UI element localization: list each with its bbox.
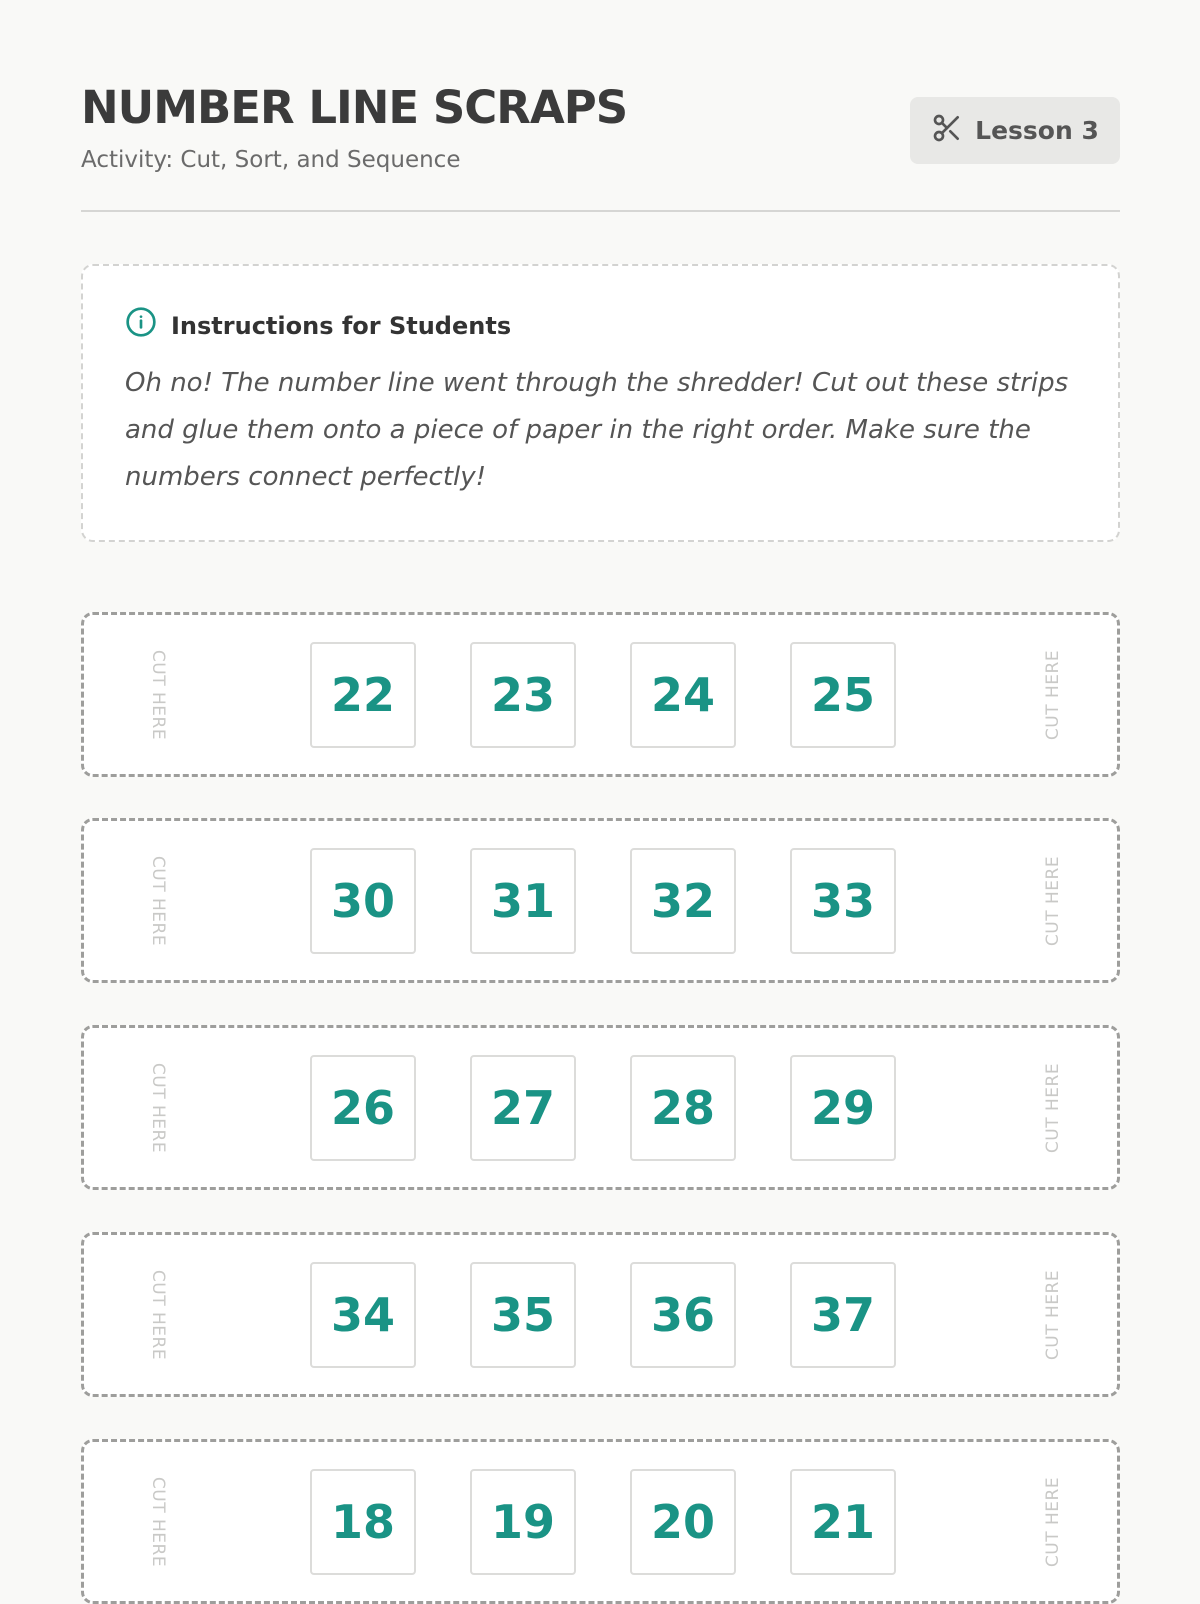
number-tile: 31 (470, 848, 576, 954)
number-tile: 20 (630, 1469, 736, 1575)
cut-here-label-left: CUT HERE (148, 1062, 168, 1153)
number-tiles (310, 1262, 896, 1368)
number-tile: 28 (630, 1055, 736, 1161)
number-tile: 25 (790, 642, 896, 748)
number-strip[interactable] (81, 1439, 1120, 1604)
cut-here-label-left: CUT HERE (148, 855, 168, 946)
cut-here-label-left: CUT HERE (148, 649, 168, 740)
number-tiles (310, 1469, 896, 1575)
number-tile: 35 (470, 1262, 576, 1368)
number-tiles (310, 1055, 896, 1161)
number-tile: 26 (310, 1055, 416, 1161)
number-tile: 22 (310, 642, 416, 748)
number-tile: 18 (310, 1469, 416, 1575)
number-tile: 30 (310, 848, 416, 954)
lesson-badge (910, 97, 1120, 164)
lesson-label: Lesson 3 (975, 116, 1099, 145)
number-strip[interactable] (81, 818, 1120, 983)
number-strip[interactable] (81, 1232, 1120, 1397)
number-tiles (310, 642, 896, 748)
cut-here-label-right: CUT HERE (1043, 1476, 1063, 1567)
cut-here-label-right: CUT HERE (1043, 1269, 1063, 1360)
cut-here-label-left: CUT HERE (148, 1269, 168, 1360)
instructions-heading-row (125, 306, 1076, 346)
page-title: NUMBER LINE SCRAPS (81, 81, 628, 134)
instructions-heading: Instructions for Students (171, 312, 512, 340)
number-tile: 29 (790, 1055, 896, 1161)
header (81, 0, 1120, 212)
cut-here-label-left: CUT HERE (148, 1476, 168, 1567)
number-strip[interactable] (81, 612, 1120, 777)
number-tile: 36 (630, 1262, 736, 1368)
cut-here-label-right: CUT HERE (1043, 1062, 1063, 1153)
cut-here-label-right: CUT HERE (1043, 649, 1063, 740)
number-tiles (310, 848, 896, 954)
number-tile: 34 (310, 1262, 416, 1368)
number-tile: 19 (470, 1469, 576, 1575)
number-tile: 33 (790, 848, 896, 954)
number-tile: 23 (470, 642, 576, 748)
page-subtitle: Activity: Cut, Sort, and Sequence (81, 147, 461, 173)
number-tile: 21 (790, 1469, 896, 1575)
instructions-box (81, 264, 1120, 542)
number-tile: 24 (630, 642, 736, 748)
number-tile: 32 (630, 848, 736, 954)
number-tile: 27 (470, 1055, 576, 1161)
number-tile: 37 (790, 1262, 896, 1368)
cut-here-label-right: CUT HERE (1043, 855, 1063, 946)
scissors-icon (931, 112, 963, 150)
info-icon (125, 306, 157, 346)
instructions-body: Oh no! The number line went through the shredder! Cut out these strips and glue them onto a piece of paper in the right order. Make sure the numbers connect perfectly! (125, 368, 1069, 492)
number-strip[interactable] (81, 1025, 1120, 1190)
worksheet-page (81, 0, 1120, 1567)
